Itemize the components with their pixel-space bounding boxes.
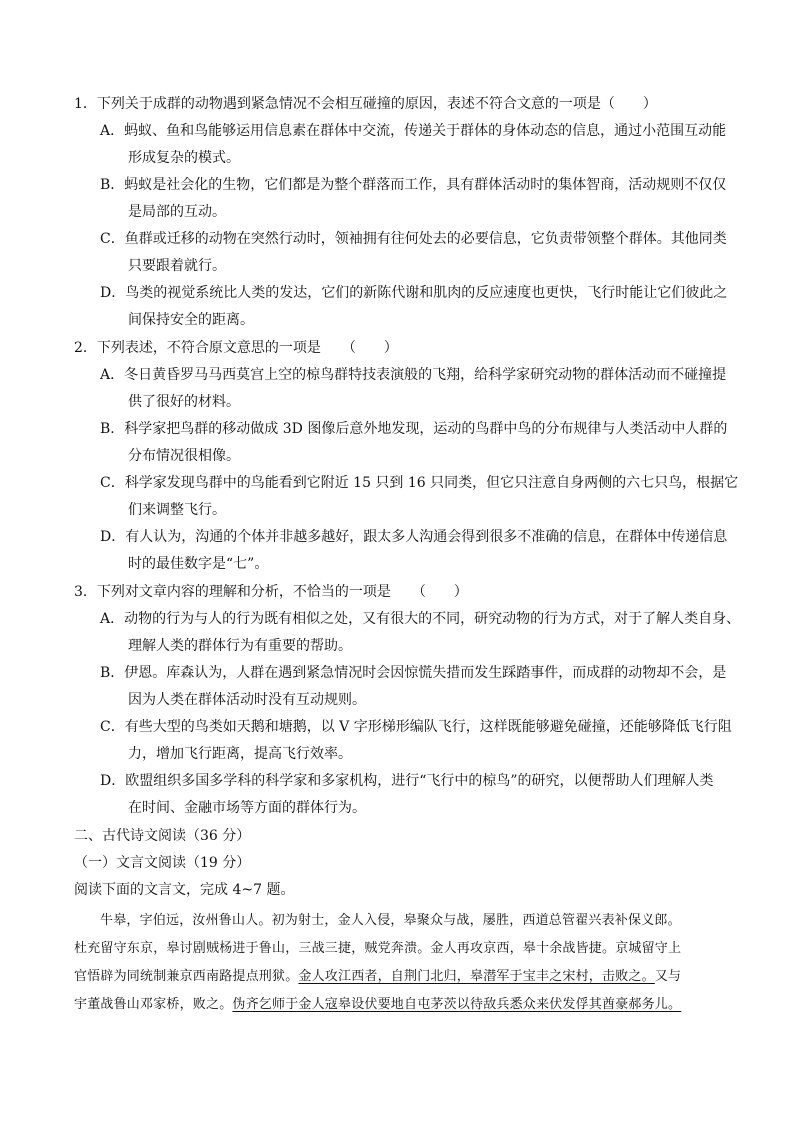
q2-option-d-cont: 时的最佳数字是“七”。 [128,556,269,572]
q1-option-a: A．蚂蚁、鱼和鸟能够运用信息素在群体中交流，传递关于群体的身体动态的信息，通过小范围互动能 [100,123,727,139]
passage-text: 宇董战鲁山邓家桥，败之。 [74,997,233,1012]
q1-option-b-cont: 是局部的互动。 [128,204,226,220]
underlined-sentence: 伪齐乞师于金人寇皋设伏要地自屯茅茨以待敌兵悉众来伏发俘其酋豪郝务儿。 [232,997,682,1012]
question-2-stem: 2．下列表述，不符合原文意思的一项是 （ ） [74,340,398,356]
q2-option-b: B．科学家把鸟群的移动做成 3D 图像后意外地发现，运动的鸟群中鸟的分布规律与人类活动中人群的 [100,421,728,437]
q1-option-b: B．蚂蚁是社会化的生物，它们都是为整个群落而工作，具有群体活动时的集体智商，活动规则不仅仅 [100,177,727,193]
passage-text: 又与 [654,969,682,984]
q3-option-a-cont: 理解人类的群体行为有重要的帮助。 [128,638,352,654]
q1-option-d-cont: 间保持安全的距离。 [128,312,254,328]
q2-option-c: C．科学家发现鸟群中的鸟能看到它附近 15 只到 16 只同类，但它只注意自身两侧的六七只鸟，根据它 [100,475,739,491]
q1-option-d: D．鸟类的视觉系统比人类的发达，它们的新陈代谢和肌肉的反应速度也更快，飞行时能让它们彼此之 [100,285,728,301]
q2-option-d: D．有人认为，沟通的个体并非越多越好，跟太多人沟通会得到很多不准确的信息，在群体中传递信息 [100,529,728,545]
q1-option-c-cont: 只要跟着就行。 [128,258,226,274]
passage-text: 官悟辟为同统制兼京西南路提点刑狱。 [74,969,299,984]
q2-option-c-cont: 们来调整飞行。 [128,502,226,518]
q3-option-b: B．伊恩。库森认为，人群在遇到紧急情况时会因惊慌失措而发生踩踏事件，而成群的动物却不会，是 [100,665,727,681]
question-1-stem: 1．下列关于成群的动物遇到紧急情况不会相互碰撞的原因，表述不符合文意的一项是（ ） [74,96,657,112]
section-heading: 二、古代诗文阅读（36 分） [74,828,251,844]
q3-option-d-cont: 在时间、金融市场等方面的群体行为。 [128,800,366,816]
q3-option-b-cont: 因为人类在群体活动时没有互动规则。 [128,692,366,708]
q2-option-a: A．冬日黄昏罗马马西莫宫上空的椋鸟群特技表演般的飞翔，给科学家研究动物的群体活动而不碰撞提 [100,367,727,383]
q1-option-a-cont: 形成复杂的模式。 [128,150,240,166]
passage-line [74,991,724,1019]
q3-option-d: D．欧盟组织多国多学科的科学家和多家机构，进行“飞行中的椋鸟”的研究，以便帮助人们理解人类 [100,773,714,789]
passage-line [74,963,724,991]
reading-instruction: 阅读下面的文言文，完成 4~7 题。 [74,882,295,898]
q3-option-a: A．动物的行为与人的行为既有相似之处，又有很大的不同，研究动物的行为方式，对于了解人类自身、 [100,611,741,627]
underlined-sentence: 金人攻江西者，自荆门北归，皋潜军于宝丰之宋村，击败之。 [298,969,655,984]
q1-option-c: C．鱼群或迁移的动物在突然行动时，领袖拥有往何处去的必要信息，它负责带领整个群体。其他同类 [100,231,727,247]
classical-passage [74,907,724,1019]
question-3-stem: 3．下列对文章内容的理解和分析，不恰当的一项是 （ ） [74,584,468,600]
q2-option-b-cont: 分布情况很相像。 [128,448,240,464]
subsection-heading: （一）文言文阅读（19 分） [74,855,251,871]
q3-option-c-cont: 力，增加飞行距离，提高飞行效率。 [128,746,352,762]
passage-line: 牛皋，字伯远，汝州鲁山人。初为射士，金人入侵，皋聚众与战，屡胜，西道总管翟兴表补保义郎。 [100,913,681,928]
q2-option-a-cont: 供了很好的材料。 [128,394,240,410]
q3-option-c: C．有些大型的鸟类如天鹅和塘鹅，以 V 字形梯形编队飞行，这样既能够避免碰撞，还能够降低飞行阻 [100,719,732,735]
passage-line: 杜充留守东京，皋讨剧贼杨进于鲁山，三战三捷，贼党奔溃。金人再攻京西，皋十余战皆捷。京城留守上 [74,941,682,956]
